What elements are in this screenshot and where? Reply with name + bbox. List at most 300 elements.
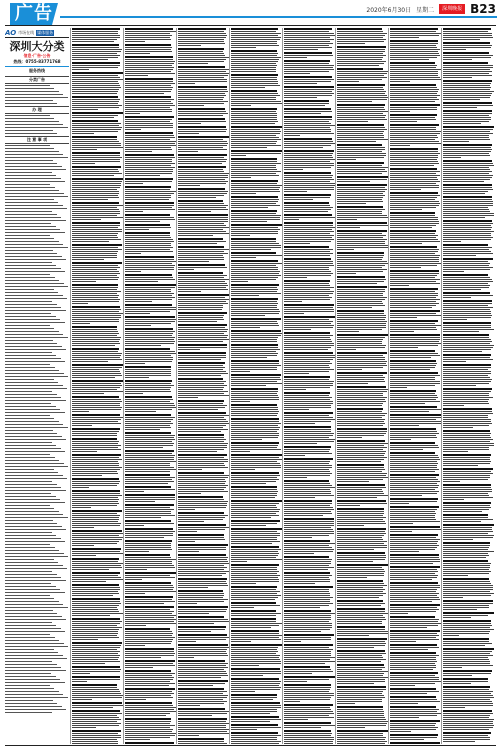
text-line: [443, 89, 490, 90]
ad-headline: [125, 178, 173, 180]
text-line: [178, 515, 228, 516]
text-line: [72, 57, 118, 58]
text-line: [443, 99, 480, 100]
text-line: [390, 217, 438, 218]
ad-headline: [390, 474, 439, 476]
text-line: [72, 149, 97, 150]
text-line: [5, 694, 63, 695]
text-line: [72, 519, 119, 520]
text-line: [5, 175, 56, 176]
classified-ad: [337, 600, 388, 608]
text-line: [72, 539, 122, 540]
text-line: [390, 577, 437, 578]
text-line: [390, 177, 437, 178]
text-line: [72, 533, 123, 534]
ad-headline: [72, 222, 120, 224]
text-line: [178, 419, 226, 420]
text-line: [284, 249, 333, 250]
text-line: [284, 321, 333, 322]
ad-headline: [337, 484, 385, 486]
text-line: [443, 77, 472, 78]
text-line: [337, 475, 386, 476]
text-line: [337, 211, 382, 212]
text-line: [125, 511, 171, 512]
text-line: [178, 663, 228, 664]
text-line: [284, 285, 330, 286]
text-line: [284, 621, 329, 622]
text-line: [125, 269, 174, 270]
text-line: [284, 119, 332, 120]
text-line: [72, 277, 119, 278]
text-line: [5, 286, 68, 287]
text-line: [178, 673, 227, 674]
text-line: [231, 323, 278, 324]
classified-ad: [337, 176, 388, 184]
text-line: [125, 181, 172, 182]
text-line: [390, 119, 436, 120]
ad-headline: [390, 498, 438, 500]
text-line: [5, 397, 61, 398]
text-line: [125, 123, 173, 124]
text-line: [390, 325, 441, 326]
text-line: [178, 287, 226, 288]
text-line: [337, 271, 383, 272]
classified-ad: [443, 354, 494, 364]
ad-headline: [125, 540, 172, 542]
text-line: [5, 154, 63, 155]
text-line: [284, 181, 330, 182]
text-line: [284, 663, 325, 664]
ad-headline: [231, 74, 278, 76]
text-line: [72, 173, 122, 174]
text-line: [390, 45, 436, 46]
text-line: [390, 199, 435, 200]
text-line: [72, 609, 118, 610]
ad-headline: [178, 272, 223, 274]
text-line: [443, 473, 493, 474]
text-line: [284, 461, 330, 462]
ad-headline: [72, 642, 122, 644]
ad-headline: [231, 472, 279, 474]
text-line: [5, 301, 52, 302]
text-line: [72, 353, 122, 354]
text-line: [231, 77, 277, 78]
text-line: [231, 245, 281, 246]
ad-headline: [178, 214, 228, 216]
text-line: [178, 701, 227, 702]
text-line: [5, 148, 54, 149]
text-line: [72, 241, 109, 242]
text-line: [337, 481, 369, 482]
text-line: [231, 53, 278, 54]
text-line: [443, 549, 488, 550]
classified-ad: [284, 676, 335, 684]
classified-ad: [72, 222, 123, 244]
text-line: [337, 195, 385, 196]
classified-ad: [443, 524, 494, 542]
text-line: [72, 75, 118, 76]
text-line: [337, 659, 386, 660]
ad-headline: [125, 274, 172, 276]
text-line: [72, 405, 120, 406]
ad-headline: [284, 332, 330, 334]
text-line: [443, 369, 488, 370]
text-line: [125, 141, 176, 142]
ad-headline: [125, 96, 171, 98]
classified-ad: [231, 418, 282, 442]
text-line: [178, 547, 226, 548]
text-line: [72, 515, 120, 516]
text-line: [443, 567, 490, 568]
text-line: [5, 217, 61, 218]
text-line: [390, 353, 438, 354]
ad-headline: [337, 564, 388, 566]
text-line: [337, 113, 383, 114]
classified-ad: [443, 160, 494, 184]
text-line: [125, 323, 171, 324]
text-line: [125, 399, 173, 400]
text-line: [337, 723, 387, 724]
text-line: [443, 313, 491, 314]
text-line: [72, 181, 122, 182]
text-line: [231, 327, 260, 328]
column-separator: [441, 28, 442, 744]
text-line: [284, 451, 329, 452]
text-line: [443, 287, 489, 288]
text-line: [231, 337, 278, 338]
classified-ad: [125, 648, 176, 660]
text-line: [390, 239, 438, 240]
classified-ad: [125, 528, 176, 540]
classified-ad: [390, 168, 441, 192]
text-line: [284, 439, 335, 440]
text-line: [125, 69, 173, 70]
classified-ad: [284, 684, 335, 704]
ad-headline: [178, 496, 223, 498]
text-line: [125, 675, 172, 676]
text-line: [231, 567, 277, 568]
ad-headline: [284, 446, 331, 448]
classified-ad: [284, 138, 335, 150]
classified-ad: [178, 166, 229, 188]
text-line: [284, 569, 328, 570]
text-line: [178, 715, 212, 716]
text-line: [284, 689, 330, 690]
text-line: [284, 63, 329, 64]
text-line: [284, 475, 330, 476]
text-line: [284, 421, 331, 422]
text-line: [72, 359, 122, 360]
text-line: [125, 227, 171, 228]
classified-ad: [443, 408, 494, 430]
text-line: [231, 67, 276, 68]
text-line: [178, 571, 229, 572]
text-line: [178, 585, 228, 586]
text-line: [72, 591, 118, 592]
text-line: [178, 569, 224, 570]
text-line: [337, 701, 382, 702]
text-line: [72, 267, 120, 268]
text-line: [390, 305, 436, 306]
text-line: [231, 523, 277, 524]
text-line: [443, 443, 494, 444]
text-line: [72, 237, 118, 238]
text-line: [178, 33, 226, 34]
classified-ad: [125, 688, 176, 702]
text-line: [231, 103, 282, 104]
ad-headline: [231, 284, 279, 286]
ad-headline: [337, 144, 382, 146]
text-line: [284, 423, 315, 424]
classified-ad: [337, 230, 388, 252]
ad-headline: [72, 710, 120, 712]
classified-ad: [443, 514, 494, 524]
text-line: [178, 205, 228, 206]
text-line: [178, 221, 228, 222]
classified-ad: [125, 486, 176, 494]
text-line: [390, 523, 413, 524]
text-line: [284, 673, 312, 674]
text-line: [284, 175, 333, 176]
classified-ad: [443, 454, 494, 468]
text-line: [125, 677, 174, 678]
text-line: [5, 373, 64, 374]
classified-ad: [72, 558, 123, 572]
text-line: [337, 159, 356, 160]
text-line: [284, 603, 333, 604]
ad-headline: [390, 604, 440, 606]
text-line: [284, 301, 302, 302]
text-line: [178, 693, 223, 694]
classified-ad: [178, 136, 229, 154]
text-line: [390, 81, 410, 82]
text-line: [125, 135, 174, 136]
text-line: [5, 439, 66, 440]
text-line: [443, 283, 488, 284]
text-line: [284, 255, 330, 256]
text-line: [72, 321, 119, 322]
text-line: [390, 395, 437, 396]
ad-headline: [390, 688, 436, 690]
text-line: [443, 305, 488, 306]
text-line: [390, 173, 436, 174]
text-line: [5, 340, 53, 341]
text-line: [72, 127, 122, 128]
text-line: [178, 629, 225, 630]
text-line: [443, 155, 490, 156]
text-line: [231, 163, 281, 164]
text-line: [72, 487, 89, 488]
text-line: [125, 319, 176, 320]
text-line: [72, 323, 90, 324]
text-line: [390, 339, 440, 340]
text-line: [72, 503, 119, 504]
text-line: [284, 211, 328, 212]
text-line: [5, 655, 63, 656]
classified-ad: [443, 52, 494, 62]
classified-ad: [284, 392, 335, 412]
text-line: [125, 683, 175, 684]
classified-ad: [443, 388, 494, 408]
ad-headline: [72, 490, 120, 492]
text-line: [443, 457, 490, 458]
text-line: [390, 621, 438, 622]
text-line: [72, 35, 120, 36]
text-line: [443, 493, 488, 494]
ad-headline: [178, 344, 227, 346]
text-line: [125, 715, 166, 716]
text-line: [5, 634, 50, 635]
ad-headline: [284, 352, 333, 354]
ad-headline: [231, 318, 281, 320]
text-line: [284, 637, 331, 638]
classified-ad: [72, 684, 123, 702]
ad-headline: [231, 528, 282, 530]
ad-headline: [337, 440, 385, 442]
ad-headline: [178, 86, 227, 88]
text-line: [390, 35, 439, 36]
classified-ad: [284, 332, 335, 352]
text-line: [337, 557, 386, 558]
classified-ad: [125, 214, 176, 224]
classified-ad: [72, 702, 123, 710]
text-line: [72, 459, 122, 460]
text-line: [337, 109, 385, 110]
text-line: [390, 637, 436, 638]
text-line: [443, 295, 493, 296]
text-line: [284, 57, 307, 58]
text-line: [5, 376, 68, 377]
text-line: [231, 185, 282, 186]
text-line: [284, 313, 304, 314]
text-line: [125, 351, 175, 352]
text-line: [443, 519, 493, 520]
text-line: [178, 573, 226, 574]
classified-ad: [443, 638, 494, 648]
text-line: [284, 31, 329, 32]
text-line: [443, 133, 493, 134]
classified-ad: [125, 96, 176, 116]
text-line: [390, 57, 437, 58]
text-line: [178, 207, 226, 208]
text-line: [178, 285, 228, 286]
text-line: [284, 403, 333, 404]
classified-ad: [390, 566, 441, 582]
classified-ad: [390, 84, 441, 104]
text-line: [284, 471, 330, 472]
text-line: [5, 157, 68, 158]
text-line: [178, 43, 225, 44]
text-line: [178, 697, 227, 698]
text-line: [125, 341, 175, 342]
text-line: [284, 543, 335, 544]
text-line: [231, 243, 279, 244]
text-line: [72, 389, 117, 390]
text-line: [337, 81, 359, 82]
text-line: [284, 35, 335, 36]
text-line: [443, 119, 491, 120]
text-line: [231, 653, 276, 654]
text-line: [125, 343, 174, 344]
text-line: [443, 171, 492, 172]
text-line: [284, 495, 334, 496]
text-line: [178, 507, 226, 508]
text-line: [231, 325, 279, 326]
text-line: [125, 173, 172, 174]
text-line: [284, 187, 334, 188]
text-line: [443, 495, 489, 496]
text-line: [390, 563, 433, 564]
text-line: [390, 489, 435, 490]
text-line: [337, 189, 387, 190]
text-line: [284, 491, 331, 492]
text-line: [72, 191, 119, 192]
text-line: [337, 129, 387, 130]
text-line: [443, 593, 494, 594]
text-line: [125, 421, 171, 422]
text-line: [284, 737, 334, 738]
classified-ad: [178, 188, 229, 200]
ad-headline: [390, 566, 440, 568]
text-line: [125, 737, 170, 738]
text-line: [5, 367, 55, 368]
text-line: [72, 155, 120, 156]
text-line: [231, 175, 279, 176]
text-line: [125, 127, 173, 128]
text-lines: [5, 145, 69, 713]
text-line: [337, 301, 382, 302]
classified-ad: [443, 560, 494, 578]
text-line: [284, 687, 331, 688]
text-line: [337, 545, 387, 546]
text-line: [72, 471, 117, 472]
text-line: [72, 91, 118, 92]
text-line: [231, 463, 280, 464]
text-line: [178, 309, 222, 310]
service-label: 服务热线: [29, 68, 45, 73]
classified-ad: [390, 706, 441, 720]
text-line: [337, 571, 385, 572]
classified-ad: [72, 136, 123, 152]
text-line: [231, 47, 256, 48]
classified-ad: [178, 544, 229, 554]
text-line: [231, 507, 277, 508]
text-line: [337, 73, 387, 74]
text-line: [72, 679, 120, 680]
text-line: [125, 389, 170, 390]
text-line: [337, 621, 382, 622]
text-line: [443, 227, 492, 228]
text-line: [337, 669, 382, 670]
classified-ad: [443, 80, 494, 102]
classified-ad: [443, 196, 494, 220]
text-line: [390, 163, 439, 164]
ad-headline: [284, 202, 329, 204]
ad-headline: [72, 62, 120, 64]
text-line: [390, 65, 437, 66]
text-line: [72, 185, 121, 186]
text-line: [231, 729, 257, 730]
text-line: [125, 665, 175, 666]
ad-headline: [72, 558, 119, 560]
classified-ad: [125, 432, 176, 450]
text-line: [443, 471, 491, 472]
text-line: [443, 327, 491, 328]
classified-ad: [390, 720, 441, 734]
text-line: [390, 433, 439, 434]
classified-ad: [178, 108, 229, 118]
ad-headline: [390, 672, 438, 674]
